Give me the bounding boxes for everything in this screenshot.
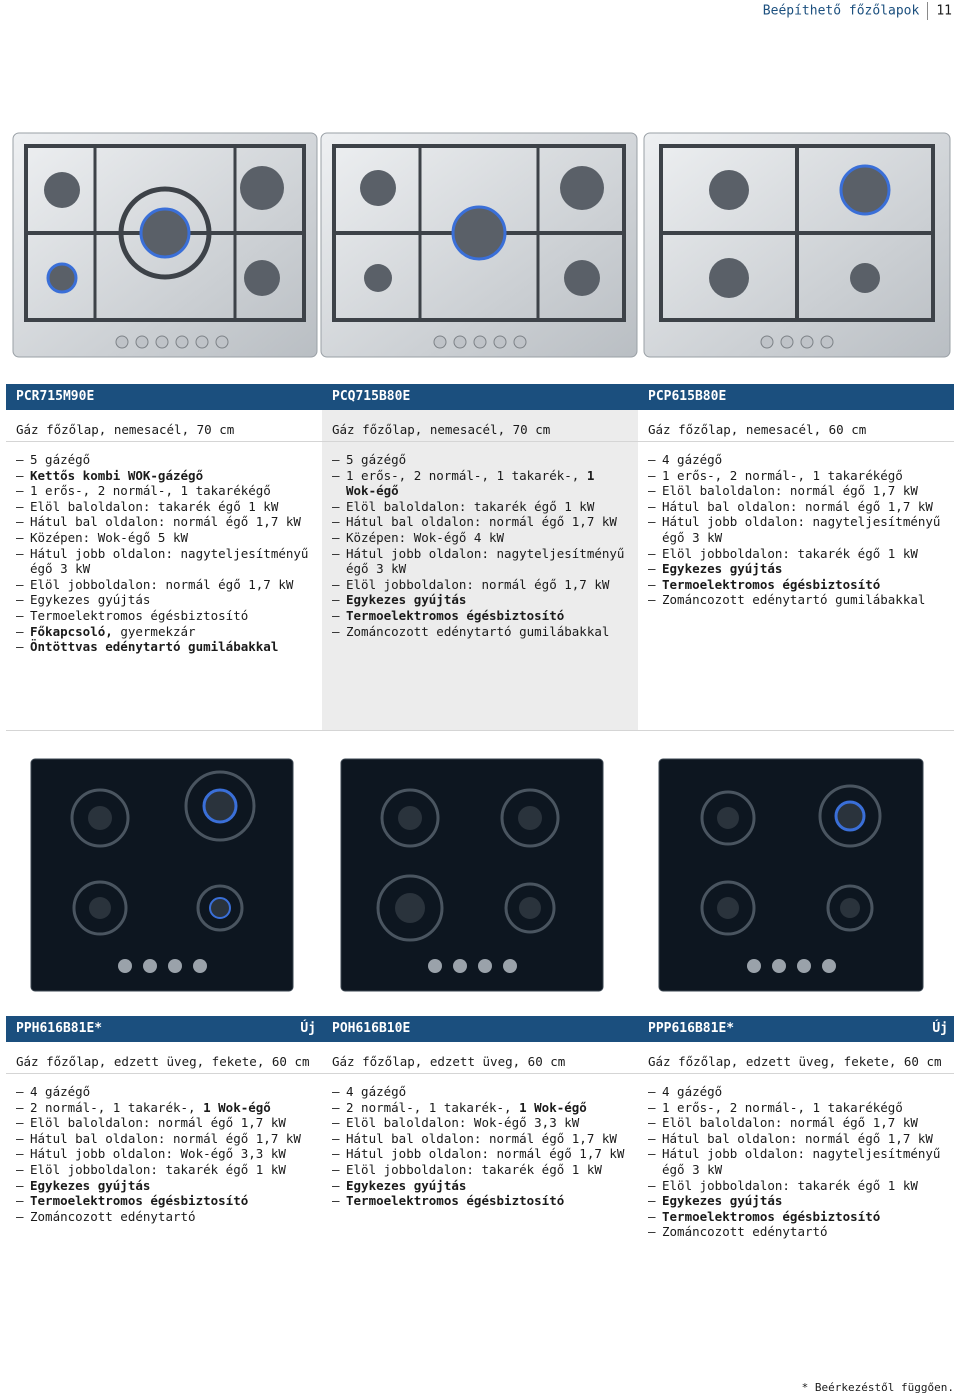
- feature-text: 5 gázégő: [30, 452, 91, 467]
- product-column-2: [322, 384, 638, 730]
- feature-text: Hátul jobb oldalon: normál égő 1,7 kW: [346, 1146, 625, 1162]
- feature-text: 2 normál-, 1 takarék-,: [30, 1099, 204, 1115]
- feature-text: 4 gázégő: [30, 1084, 91, 1099]
- feature-bold: Kettős kombi WOK-gázégő: [30, 467, 204, 483]
- feature-text: Zománcozott edénytartó gumilábakkal: [662, 592, 926, 608]
- page-header: [763, 2, 952, 20]
- feature-item: [16, 1115, 312, 1131]
- feature-item: [648, 468, 944, 484]
- feature-item: [648, 1084, 944, 1100]
- feature-item: [16, 514, 312, 530]
- model-name: PCR715M90E: [16, 389, 95, 404]
- feature-item: [648, 592, 944, 608]
- feature-text: 4 gázégő: [662, 1084, 723, 1099]
- feature-text: Termoelektromos égésbiztosító: [30, 607, 249, 623]
- product-subtitle: Gáz főzőlap, nemesacél, 70 cm: [6, 410, 322, 442]
- feature-bold: Termoelektromos égésbiztosító: [346, 1193, 565, 1209]
- footnote: * Beérkezéstől függően.: [801, 1381, 954, 1394]
- feature-text: 1 erős-, 2 normál-, 1 takarékégő: [662, 467, 903, 483]
- hob-image-ppp616b81e: [658, 758, 924, 992]
- feature-list: [638, 452, 954, 608]
- page-number: 11: [936, 3, 952, 19]
- product-column-6: [638, 1016, 954, 1376]
- feature-text: Hátul bal oldalon: normál égő 1,7 kW: [662, 1130, 933, 1146]
- hob-image-pcr715m90e: [12, 132, 318, 358]
- feature-text: égő 3 kW: [346, 561, 407, 577]
- feature-item: [16, 1193, 312, 1209]
- product-subtitle: Gáz főzőlap, nemesacél, 70 cm: [322, 410, 638, 442]
- feature-text: égő 3 kW: [662, 1161, 723, 1177]
- feature-text: Hátul bal oldalon: normál égő 1,7 kW: [30, 1130, 301, 1146]
- feature-text: Hátul bal oldalon: normál égő 1,7 kW: [30, 514, 301, 530]
- feature-text: Zománcozott edénytartó gumilábakkal: [346, 623, 610, 639]
- feature-item: [16, 1178, 312, 1194]
- product-subtitle: Gáz főzőlap, nemesacél, 60 cm: [638, 410, 954, 442]
- feature-item: [648, 577, 944, 593]
- feature-text: Hátul bal oldalon: normál égő 1,7 kW: [662, 498, 933, 514]
- product-column-4: [6, 1016, 322, 1376]
- feature-item: [16, 1100, 312, 1116]
- feature-item: [16, 592, 312, 608]
- model-bar: [322, 1016, 638, 1042]
- feature-item: [332, 1100, 628, 1116]
- feature-item: [648, 1178, 944, 1194]
- feature-item: [332, 1146, 628, 1162]
- feature-bold: 1 Wok-égő: [519, 1099, 587, 1115]
- feature-item: [16, 1131, 312, 1147]
- feature-item: [16, 624, 312, 640]
- feature-list: [322, 452, 638, 639]
- feature-bold: 1 Wok-égő: [346, 467, 595, 499]
- feature-text: Hátul jobb oldalon: nagyteljesítményű: [30, 545, 309, 561]
- feature-bold: Termoelektromos égésbiztosító: [662, 1208, 881, 1224]
- model-name: PPH616B81E*: [16, 1021, 103, 1036]
- feature-item: [332, 530, 628, 546]
- feature-item: [648, 1146, 944, 1162]
- feature-text: 4 gázégő: [662, 452, 723, 467]
- feature-item: [332, 608, 628, 624]
- feature-item: [16, 1162, 312, 1178]
- model-name: PCP615B80E: [648, 389, 727, 404]
- product-column-1: [6, 384, 322, 730]
- feature-item: [332, 577, 628, 593]
- model-bar: [322, 384, 638, 410]
- feature-item: [332, 1193, 628, 1209]
- model-bar: [6, 384, 322, 410]
- feature-list: [322, 1084, 638, 1209]
- feature-text: Zománcozott edénytartó: [30, 1208, 196, 1224]
- feature-item: [16, 608, 312, 624]
- hob-image-pcq715b80e: [320, 132, 638, 358]
- section-divider: [6, 730, 954, 731]
- feature-item: [648, 530, 944, 546]
- feature-item: [332, 624, 628, 640]
- hob-image-pph616b81e: [30, 758, 294, 992]
- feature-item: [16, 1146, 312, 1162]
- feature-bold: Főkapcsoló,: [30, 623, 113, 639]
- product-subtitle: Gáz főzőlap, edzett üveg, fekete, 60 cm: [6, 1042, 322, 1074]
- feature-item: [16, 452, 312, 468]
- feature-text: Elöl jobboldalon: takarék égő 1 kW: [346, 1161, 602, 1177]
- feature-item: [16, 577, 312, 593]
- feature-text: Elöl jobboldalon: normál égő 1,7 kW: [346, 576, 610, 592]
- feature-text: Középen: Wok-égő 5 kW: [30, 529, 189, 545]
- product-subtitle: Gáz főzőlap, edzett üveg, fekete, 60 cm: [638, 1042, 954, 1074]
- feature-item: [648, 1209, 944, 1225]
- header-title: Beépíthető főzőlapok: [762, 3, 920, 19]
- new-badge: Új: [300, 1021, 316, 1036]
- feature-item: [648, 546, 944, 562]
- feature-text: Elöl jobboldalon: takarék égő 1 kW: [662, 1177, 918, 1193]
- feature-item: [332, 546, 628, 562]
- feature-text: Hátul jobb oldalon: nagyteljesítményű: [662, 1146, 941, 1162]
- feature-item: [16, 639, 312, 655]
- feature-list: [6, 452, 322, 655]
- feature-text: Elöl baloldalon: normál égő 1,7 kW: [662, 1115, 918, 1131]
- feature-item: [648, 483, 944, 499]
- feature-text: 1 erős-, 2 normál-, 1 takarék-,: [346, 467, 587, 483]
- feature-text: Hátul bal oldalon: normál égő 1,7 kW: [346, 514, 617, 530]
- feature-item: [648, 1115, 944, 1131]
- model-name: PPP616B81E*: [648, 1021, 735, 1036]
- feature-text: Elöl baloldalon: takarék égő 1 kW: [30, 498, 279, 514]
- feature-bold: 1 Wok-égő: [203, 1099, 271, 1115]
- feature-item: [648, 1100, 944, 1116]
- feature-bold: Termoelektromos égésbiztosító: [662, 576, 881, 592]
- feature-item: [332, 1162, 628, 1178]
- model-bar: [638, 1016, 954, 1042]
- feature-text: 1 erős-, 2 normál-, 1 takarékégő: [30, 483, 271, 499]
- feature-item: [648, 1224, 944, 1240]
- feature-item: [16, 1084, 312, 1100]
- new-badge: Új: [932, 1021, 948, 1036]
- model-bar: [638, 384, 954, 410]
- feature-item: [16, 483, 312, 499]
- feature-text: égő 3 kW: [30, 561, 91, 577]
- feature-text: Elöl baloldalon: normál égő 1,7 kW: [30, 1115, 286, 1131]
- feature-text: Elöl baloldalon: Wok-égő 3,3 kW: [346, 1115, 580, 1131]
- feature-bold: Egykezes gyújtás: [346, 592, 467, 608]
- feature-item: [332, 499, 628, 515]
- product-column-3: [638, 384, 954, 730]
- feature-list: [638, 1084, 954, 1240]
- feature-item: [16, 499, 312, 515]
- feature-text: Hátul jobb oldalon: Wok-égő 3,3 kW: [30, 1146, 286, 1162]
- feature-text: Hátul jobb oldalon: nagyteljesítményű: [662, 514, 941, 530]
- feature-text: Elöl baloldalon: takarék égő 1 kW: [346, 498, 595, 514]
- feature-text: Elöl jobboldalon: takarék égő 1 kW: [30, 1161, 286, 1177]
- feature-item: [332, 1115, 628, 1131]
- feature-text: Egykezes gyújtás: [30, 592, 151, 608]
- feature-text: 2 normál-, 1 takarék-,: [346, 1099, 520, 1115]
- feature-item: [648, 452, 944, 468]
- model-bar: [6, 1016, 322, 1042]
- feature-text: Elöl jobboldalon: takarék égő 1 kW: [662, 545, 918, 561]
- feature-text: 4 gázégő: [346, 1084, 407, 1099]
- feature-item: [332, 1084, 628, 1100]
- feature-text: gyermekzár: [112, 623, 196, 639]
- feature-item: [648, 561, 944, 577]
- feature-text: Középen: Wok-égő 4 kW: [346, 529, 505, 545]
- feature-item: [332, 1131, 628, 1147]
- model-name: POH616B10E: [332, 1021, 411, 1036]
- header-separator: [927, 2, 928, 20]
- feature-item: [332, 514, 628, 530]
- feature-text: 1 erős-, 2 normál-, 1 takarékégő: [662, 1099, 903, 1115]
- feature-item: [648, 1162, 944, 1178]
- feature-item: [648, 1131, 944, 1147]
- feature-text: égő 3 kW: [662, 529, 723, 545]
- feature-item: [648, 499, 944, 515]
- model-name: PCQ715B80E: [332, 389, 411, 404]
- feature-item: [16, 530, 312, 546]
- feature-item: [648, 1193, 944, 1209]
- feature-bold: Egykezes gyújtás: [662, 561, 783, 577]
- feature-list: [6, 1084, 322, 1224]
- feature-bold: Egykezes gyújtás: [30, 1177, 151, 1193]
- product-column-5: [322, 1016, 638, 1376]
- feature-text: Elöl jobboldalon: normál égő 1,7 kW: [30, 576, 294, 592]
- feature-item: [16, 468, 312, 484]
- feature-item: [332, 468, 628, 499]
- feature-text: Hátul jobb oldalon: nagyteljesítményű: [346, 545, 625, 561]
- feature-item: [16, 1209, 312, 1225]
- feature-item: [648, 514, 944, 530]
- feature-item: [332, 561, 628, 577]
- feature-bold: Egykezes gyújtás: [662, 1193, 783, 1209]
- feature-text: Elöl baloldalon: normál égő 1,7 kW: [662, 483, 918, 499]
- feature-item: [332, 592, 628, 608]
- feature-bold: Termoelektromos égésbiztosító: [30, 1193, 249, 1209]
- hob-image-pcp615b80e: [643, 132, 951, 358]
- feature-bold: Egykezes gyújtás: [346, 1177, 467, 1193]
- feature-text: 5 gázégő: [346, 452, 407, 467]
- feature-item: [332, 1178, 628, 1194]
- product-subtitle: Gáz főzőlap, edzett üveg, 60 cm: [322, 1042, 638, 1074]
- feature-text: Hátul bal oldalon: normál égő 1,7 kW: [346, 1130, 617, 1146]
- feature-bold: Termoelektromos égésbiztosító: [346, 607, 565, 623]
- feature-text: Zománcozott edénytartó: [662, 1224, 828, 1240]
- hob-image-poh616b10e: [340, 758, 604, 992]
- feature-item: [16, 546, 312, 562]
- feature-bold: Öntöttvas edénytartó gumilábakkal: [30, 639, 279, 655]
- feature-item: [16, 561, 312, 577]
- feature-item: [332, 452, 628, 468]
